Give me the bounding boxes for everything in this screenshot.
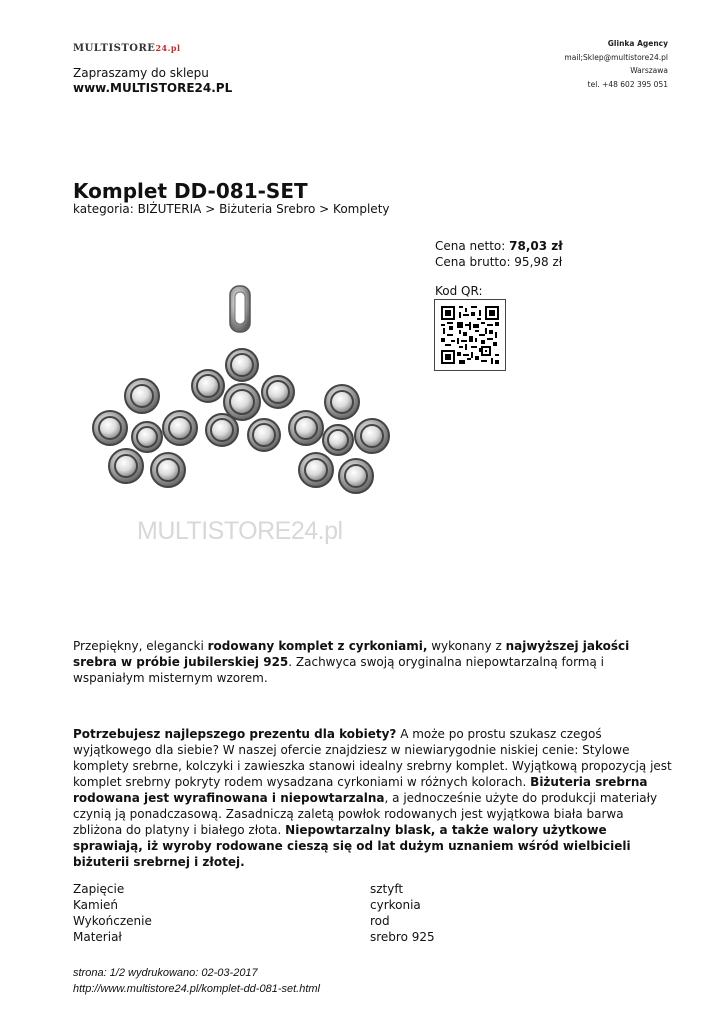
spec-key: Zapięcie bbox=[73, 882, 125, 896]
footer-page-info: strona: 1/2 wydrukowano: 02-03-2017 bbox=[73, 967, 258, 979]
agency-contact bbox=[564, 37, 668, 91]
spec-key: Materiał bbox=[73, 930, 122, 944]
spec-row bbox=[73, 897, 435, 913]
price-block bbox=[435, 238, 563, 270]
earring-right bbox=[289, 385, 389, 493]
agency-email[interactable]: mail;Sklep@multistore24.pl bbox=[564, 52, 668, 62]
spec-key: Wykończenie bbox=[73, 914, 152, 928]
spec-key: Kamień bbox=[73, 898, 119, 912]
logo-main-text: MULTISTORE bbox=[73, 43, 156, 54]
spec-value: srebro 925 bbox=[370, 930, 435, 944]
qr-code bbox=[434, 299, 506, 371]
print-footer bbox=[73, 965, 320, 997]
spec-row bbox=[73, 913, 435, 929]
spec-table bbox=[73, 881, 435, 945]
footer-url-link[interactable]: http://www.multistore24.pl/komplet-dd-081-set.html bbox=[73, 983, 320, 995]
image-watermark: MULTISTORE24.pl bbox=[137, 517, 343, 545]
agency-name: Glinka Agency bbox=[607, 39, 668, 48]
logo-suffix-text: 24.pl bbox=[155, 43, 181, 53]
store-logo bbox=[73, 43, 181, 54]
desc-segment: wykonany z bbox=[427, 639, 506, 653]
spec-value: sztyft bbox=[370, 882, 404, 896]
pendant-flower bbox=[192, 349, 294, 451]
description-paragraph-1 bbox=[73, 638, 673, 686]
price-net-value: 78,03 zł bbox=[509, 239, 563, 253]
pendant-bail bbox=[230, 286, 250, 332]
desc-segment: Przepiękny, elegancki bbox=[73, 639, 208, 653]
spec-row bbox=[73, 881, 435, 897]
spec-value: cyrkonia bbox=[370, 898, 421, 912]
price-gross: Cena brutto: 95,98 zł bbox=[435, 255, 563, 269]
welcome-block bbox=[73, 66, 232, 96]
spec-value: rod bbox=[370, 914, 390, 928]
spec-row bbox=[73, 929, 435, 945]
qr-code-icon bbox=[441, 306, 499, 364]
qr-label: Kod QR: bbox=[435, 284, 483, 298]
agency-phone: tel. +48 602 395 051 bbox=[587, 79, 668, 89]
welcome-text: Zapraszamy do sklepu bbox=[73, 66, 209, 80]
product-title: Komplet DD-081-SET bbox=[73, 179, 308, 203]
description-paragraph-2 bbox=[73, 726, 673, 870]
desc-segment: , a jednocześnie użyte do produkcji materiały czynią ją ponadczasową. Zasadniczą zaletą powłok rodowanych jest wyjątkowa biała barwa zbliżona do platyny i białego złota. bbox=[73, 791, 658, 837]
desc-segment-bold: najwyższej jakości srebra w próbie jubilerskiej 925 bbox=[73, 639, 630, 669]
desc-segment-bold: Potrzebujesz najlepszego prezentu dla kobiety? bbox=[73, 727, 397, 741]
desc-segment-bold: Biżuteria srebrna rodowana jest wyrafinowana i niepowtarzalna bbox=[73, 775, 648, 805]
agency-city: Warszawa bbox=[630, 66, 668, 75]
desc-segment-bold: rodowany komplet z cyrkoniami, bbox=[207, 639, 428, 653]
product-image bbox=[80, 280, 400, 510]
shop-link[interactable]: www.MULTISTORE24.PL bbox=[73, 81, 233, 95]
product-category-breadcrumb: kategoria: BIŻUTERIA > Biżuteria Srebro > Komplety bbox=[73, 202, 390, 216]
price-net bbox=[435, 238, 563, 254]
desc-segment: A może po prostu szukasz czegoś wyjątkowego dla siebie? W naszej ofercie znajdziesz w niewiarygodnie niskiej cenie: Stylowe komplety srebrne, kolczyki i zawieszka stanowi idealny srebrny komplet. Wyjątkową propozycją jest komplet srebrny pokryty rodem wysadzana cyrkoniami w różnych kolorach. bbox=[73, 727, 672, 789]
price-net-label: Cena netto: bbox=[435, 239, 510, 253]
desc-segment-bold: Niepowtarzalny blask, a także walory użytkowe sprawiają, iż wyroby rodowane cieszą się od lat dużym uznaniem wśród wielbicieli biżuterii srebrnej i złotej. bbox=[73, 823, 631, 869]
earring-left bbox=[93, 379, 197, 487]
desc-segment: . Zachwyca swoją oryginalna niepowtarzalną formą i wspaniałym misternym wzorem. bbox=[73, 655, 604, 685]
